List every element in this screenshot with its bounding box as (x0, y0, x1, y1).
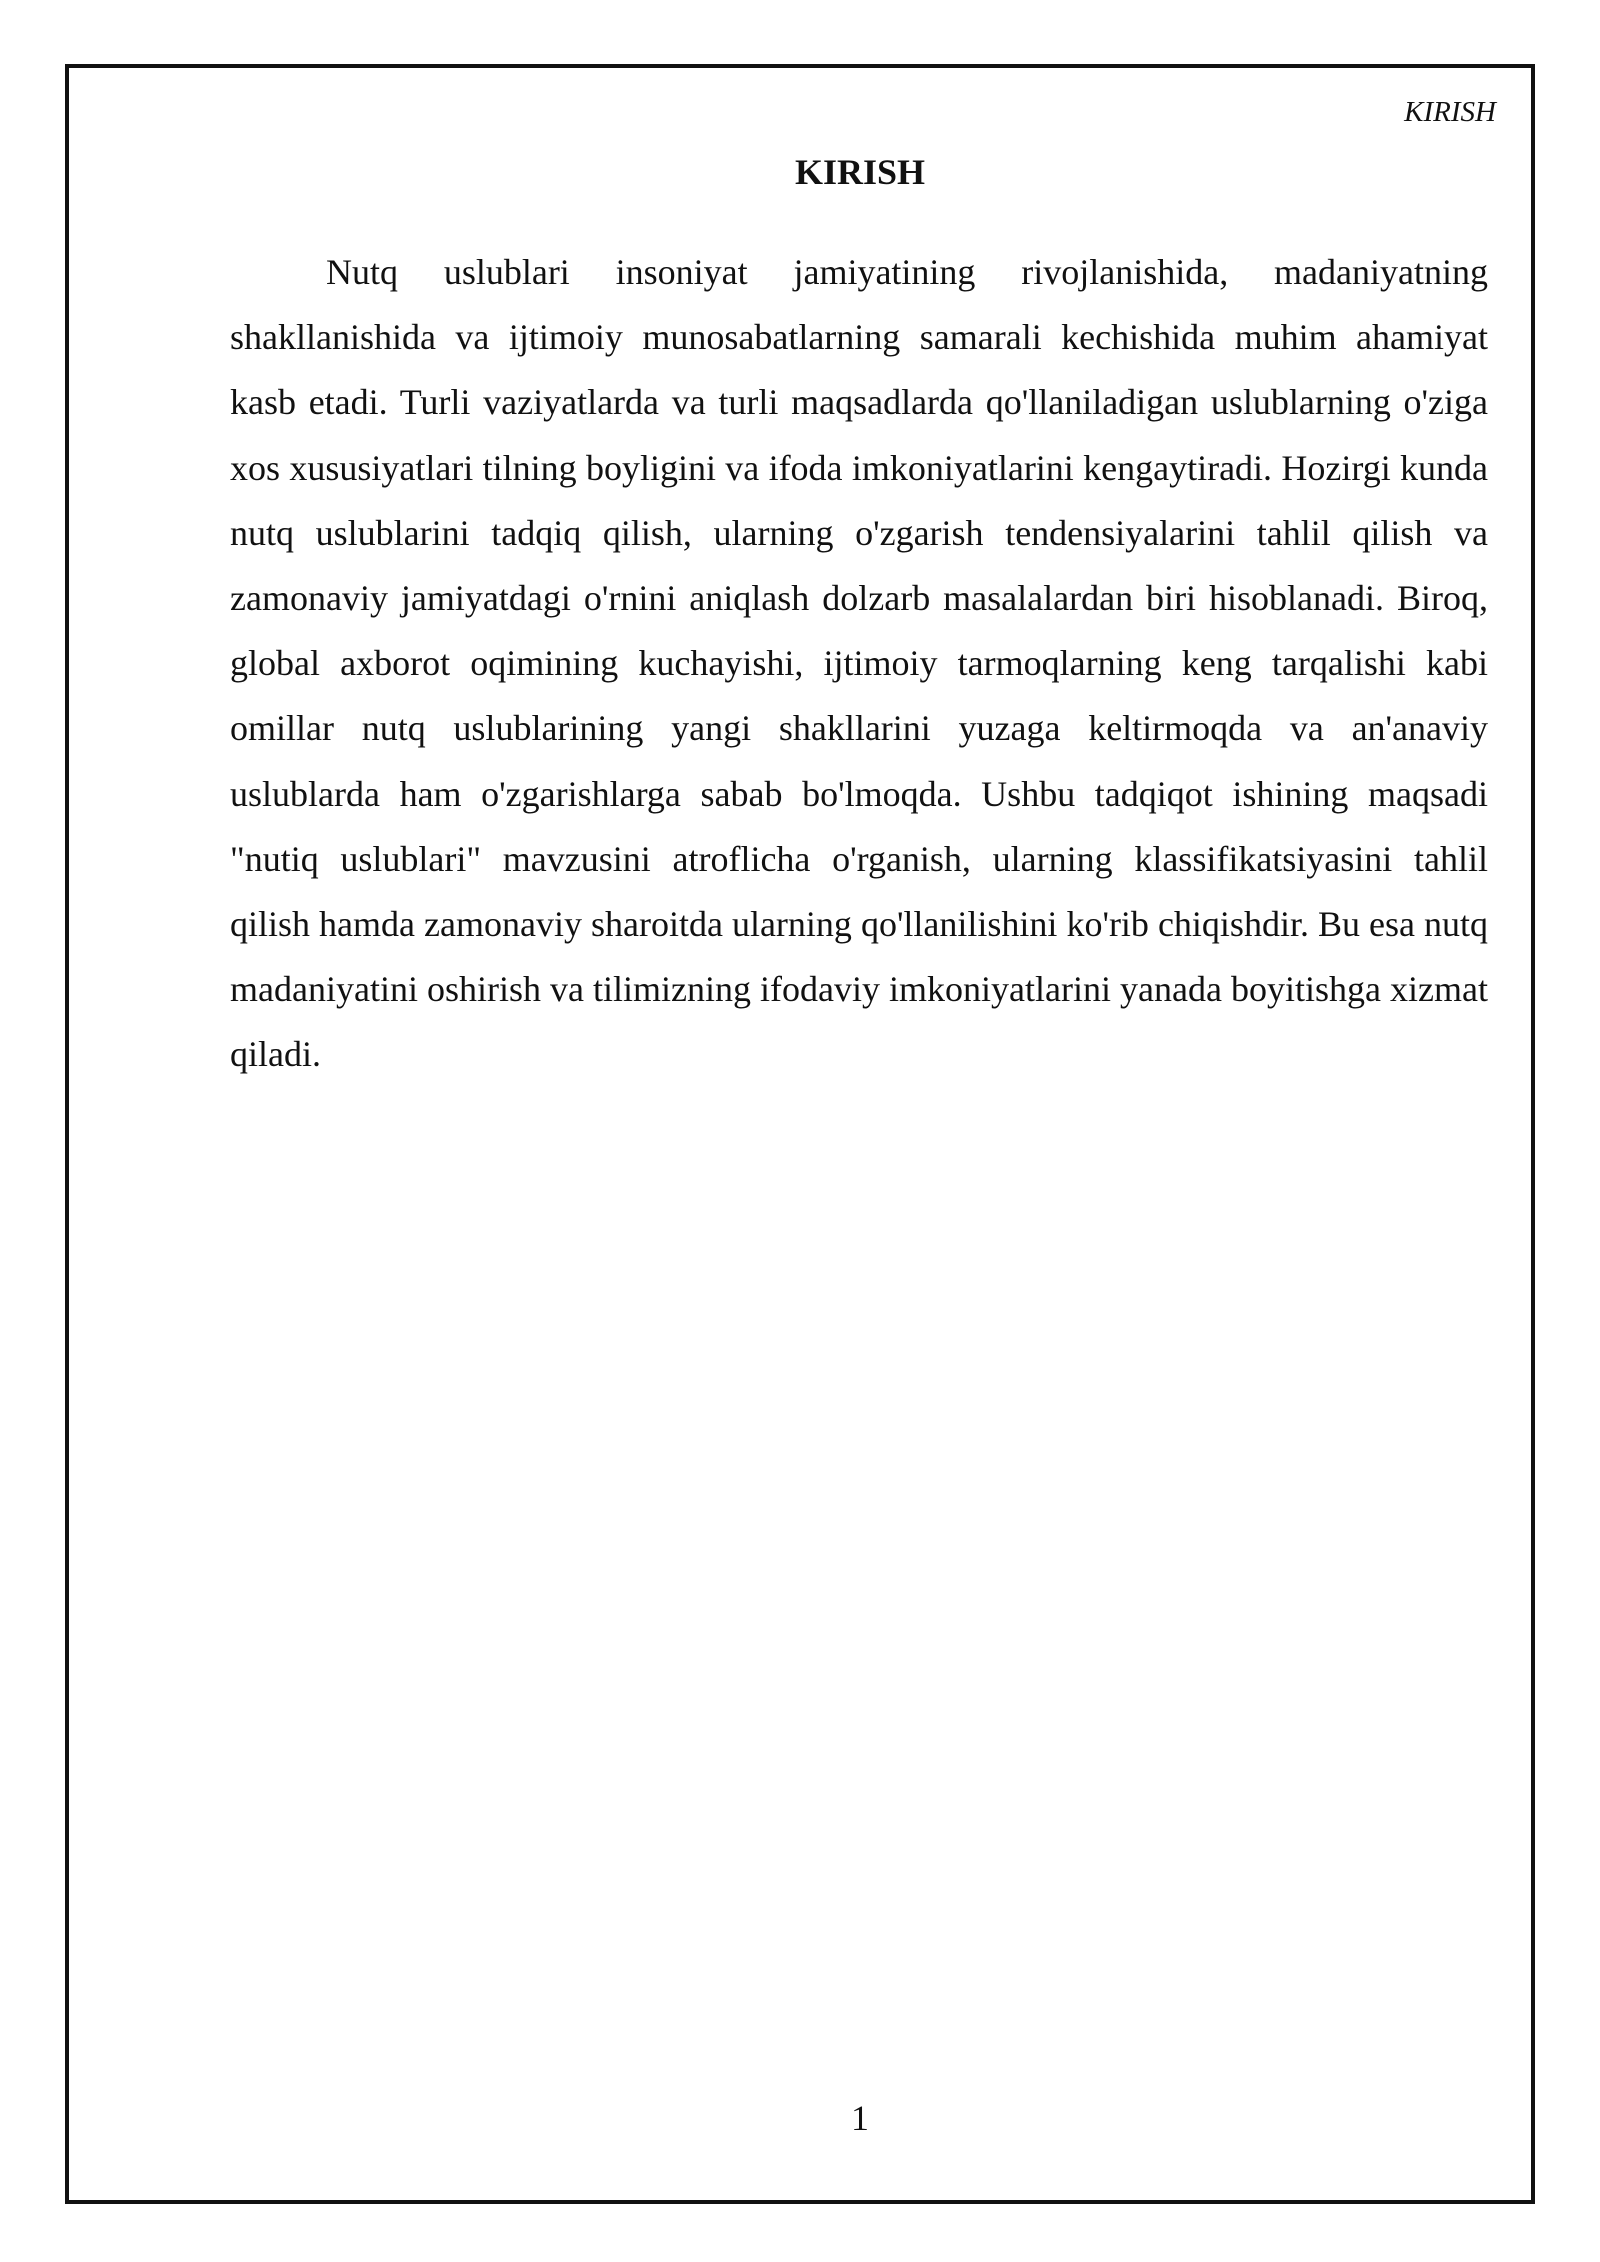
running-header: KIRISH (1404, 96, 1496, 128)
page-title: KIRISH (794, 152, 926, 192)
page-number: 1 (851, 2098, 869, 2138)
body-paragraph: Nutq uslublari insoniyat jamiyatining rivojlanishida, madaniyatning shakllanishida va ijtimoiy munosabatlarning samarali kechishida muhim ahamiyat kasb etadi. Turli vaziyatlarda va turli maqsadlarda qo'llaniladigan uslublarning o'ziga xos xususiyatlari tilning boyligini va ifoda imkoniyatlarini kengaytiradi. Hozirgi kunda nutq uslublarini tadqiq qilish, ularning o'zgarish tendensiyalarini tahlil qilish va zamonaviy jamiyatdagi o'rnini aniqlash dolzarb masalalardan biri hisoblanadi. Biroq, global axborot oqimining kuchayishi, ijtimoiy tarmoqlarning keng tarqalishi kabi omillar nutq uslublarining yangi shakllarini yuzaga keltirmoqda va an'anaviy uslublarda ham o'zgarishlarga sabab bo'lmoqda. Ushbu tadqiqot ishining maqsadi "nutiq uslublari" mavzusini atroflicha o'rganish, ularning klassifikatsiyasini tahlil qilish hamda zamonaviy sharoitda ularning qo'llanilishini ko'rib chiqishdir. Bu esa nutq madaniyatini oshirish va tilimizning ifodaviy imkoniyatlarini yanada boyitishga xizmat qiladi. (230, 252, 1488, 1075)
